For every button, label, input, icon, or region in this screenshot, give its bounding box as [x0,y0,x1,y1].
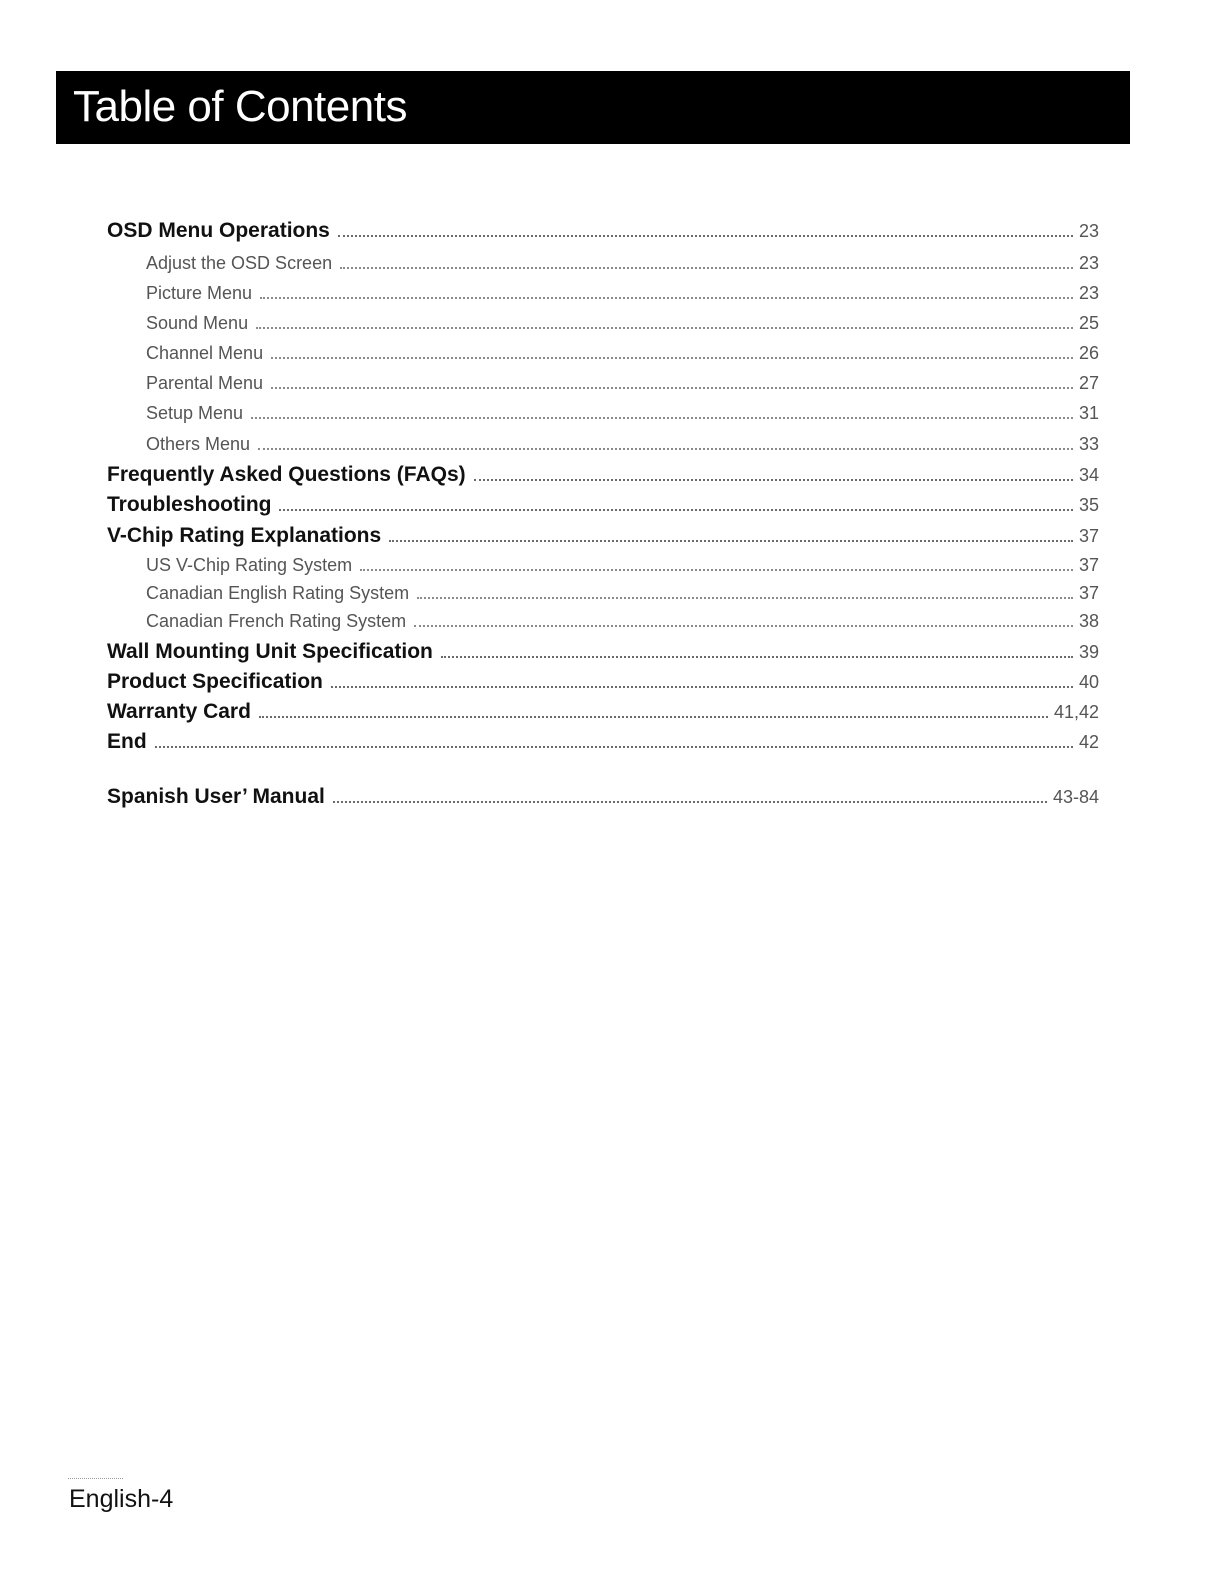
toc-entry-label: Parental Menu [146,373,264,393]
toc-entry-label: Setup Menu [146,403,244,423]
toc-leader-dots [414,625,1073,627]
toc-entry-label: Channel Menu [146,343,264,363]
toc-leader-dots [259,716,1048,718]
toc-entry-page: 26 [1078,343,1099,363]
toc-entry-label: V-Chip Rating Explanations [107,524,382,547]
toc-entry[interactable] [107,670,1099,694]
toc-entry[interactable] [107,785,1099,809]
toc-entry-page: 25 [1078,313,1099,333]
toc-entry[interactable] [146,251,1099,275]
toc-entry[interactable] [146,341,1099,365]
toc-entry-label: Product Specification [107,670,323,693]
toc-entry-page: 35 [1078,495,1099,515]
toc-leader-dots [271,357,1073,359]
toc-entry-page: 23 [1078,253,1099,273]
page-number: English-4 [69,1485,174,1513]
toc-entry[interactable] [107,524,1099,548]
toc-entry[interactable] [146,432,1099,456]
toc-leader-dots [333,801,1047,803]
toc-entry[interactable] [107,493,1099,517]
header-bar [56,71,1130,144]
toc-leader-dots [155,746,1073,748]
toc-entry[interactable] [146,401,1099,425]
toc-entry-page: 37 [1078,526,1099,546]
toc-entry[interactable] [107,700,1099,724]
toc-entry-page: 43-84 [1052,787,1099,807]
toc-leader-dots [256,327,1073,329]
toc-entry[interactable] [146,609,1099,633]
toc-entry-page: 39 [1078,642,1099,662]
toc-entry[interactable] [146,311,1099,335]
toc-leader-dots [251,417,1073,419]
footer-divider [68,1478,123,1479]
toc-entry[interactable] [146,281,1099,305]
toc-entry-label: Sound Menu [146,313,249,333]
toc-leader-dots [260,297,1073,299]
toc-entry-label: Picture Menu [146,283,253,303]
toc-entry-page: 33 [1078,434,1099,454]
toc-leader-dots [360,569,1073,571]
toc-entry-label: End [107,730,147,753]
toc-entry[interactable] [107,463,1099,487]
toc-entry-page: 38 [1078,611,1099,631]
toc-leader-dots [340,267,1073,269]
toc-entry[interactable] [107,219,1099,243]
toc-leader-dots [474,479,1073,481]
toc-leader-dots [271,387,1073,389]
toc-leader-dots [338,235,1073,237]
toc-leader-dots [417,597,1073,599]
toc-entry[interactable] [146,581,1099,605]
toc-entry-page: 34 [1078,465,1099,485]
toc-entry-page: 37 [1078,583,1099,603]
toc-entry-label: Others Menu [146,434,251,454]
toc-entry-label: Canadian English Rating System [146,583,410,603]
toc-entry-page: 37 [1078,555,1099,575]
toc-entry-page: 23 [1078,221,1099,241]
toc-entry-page: 42 [1078,732,1099,752]
page-title: Table of Contents [73,82,407,131]
toc-entry-label: US V-Chip Rating System [146,555,353,575]
toc-entry[interactable] [107,640,1099,664]
toc-entry[interactable] [146,553,1099,577]
toc-entry[interactable] [107,730,1099,754]
toc-entry-label: Wall Mounting Unit Specification [107,640,433,663]
toc-entry-page: 31 [1078,403,1099,423]
toc-leader-dots [279,509,1072,511]
toc-entry-label: Adjust the OSD Screen [146,253,333,273]
toc-entry-label: Troubleshooting [107,493,272,516]
toc-entry[interactable] [146,371,1099,395]
toc-leader-dots [258,448,1073,450]
toc-entry-page: 40 [1078,672,1099,692]
toc-entry-label: Warranty Card [107,700,251,723]
toc-leader-dots [441,656,1073,658]
toc-entry-label: Spanish User’ Manual [107,785,325,808]
toc-entry-page: 27 [1078,373,1099,393]
toc-entry-label: OSD Menu Operations [107,219,330,242]
toc-entry-page: 23 [1078,283,1099,303]
toc-leader-dots [389,540,1073,542]
toc-entry-label: Canadian French Rating System [146,611,407,631]
toc-leader-dots [331,686,1073,688]
toc-entry-label: Frequently Asked Questions (FAQs) [107,463,466,486]
toc-entry-page: 41,42 [1053,702,1099,722]
